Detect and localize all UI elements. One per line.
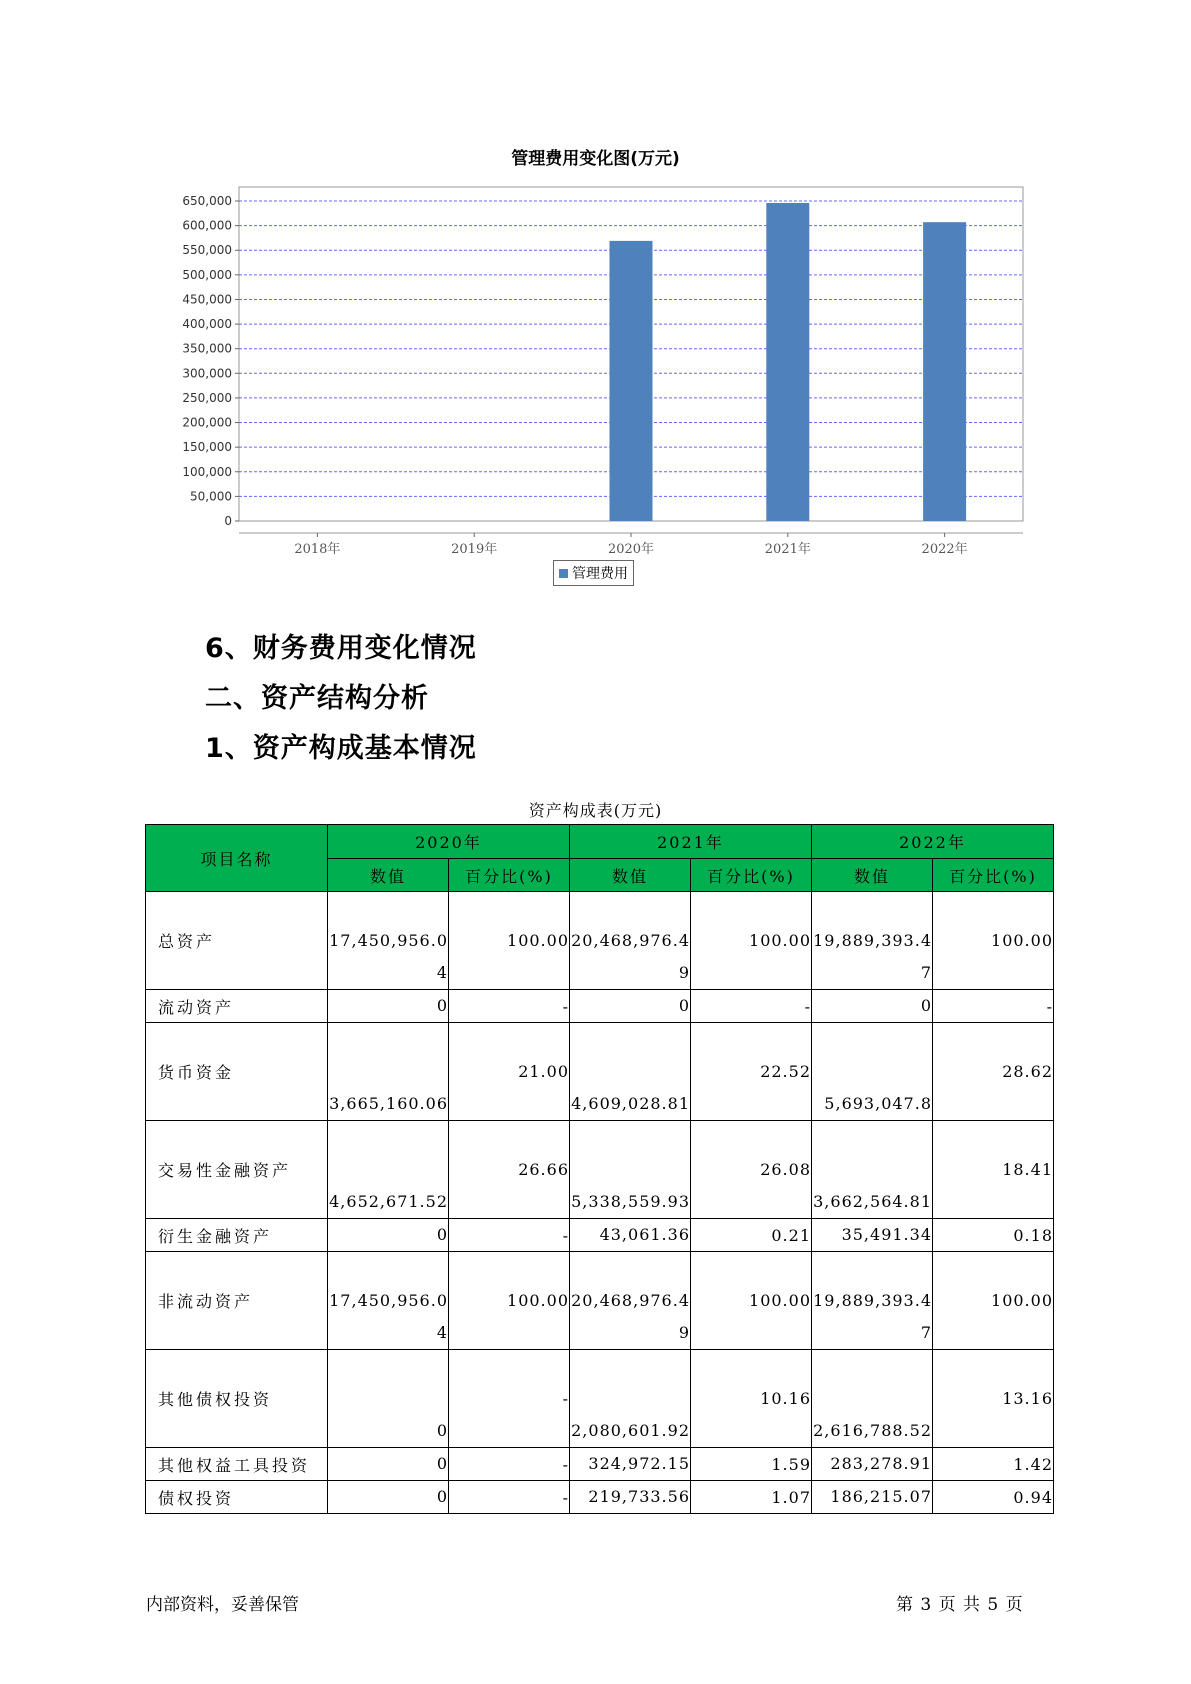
cell-percent: 100.00: [933, 1252, 1054, 1350]
cell-percent: 1.07: [691, 1481, 812, 1514]
cell-value: 19,889,393.47: [812, 1252, 933, 1350]
x-tick-label: 2020年: [607, 542, 655, 557]
table-row: [146, 1448, 1054, 1481]
cell-value: 0: [328, 1350, 449, 1448]
cell-percent: 100.00: [449, 892, 570, 990]
chart-title: 管理费用变化图(万元): [511, 149, 680, 169]
cell-value: 5,338,559.93: [570, 1121, 691, 1219]
cell-value: 5,693,047.8: [812, 1023, 933, 1121]
legend-swatch: [559, 569, 568, 578]
cell-percent: 13.16: [933, 1350, 1054, 1448]
chart-legend: [553, 560, 634, 586]
row-item-name: 其他债权投资: [146, 1350, 328, 1448]
cell-value: 219,733.56: [570, 1481, 691, 1514]
y-tick-label: 150,000: [182, 440, 232, 455]
bar: [610, 241, 653, 521]
y-tick-label: 600,000: [182, 218, 232, 233]
subheader-percent: 百分比(%): [933, 859, 1054, 892]
cell-percent: 100.00: [933, 892, 1054, 990]
subheader-percent: 百分比(%): [691, 859, 812, 892]
cell-value: 4,652,671.52: [328, 1121, 449, 1219]
cell-percent: 26.66: [449, 1121, 570, 1219]
y-tick-label: 650,000: [182, 194, 232, 208]
y-tick-label: 350,000: [182, 341, 232, 356]
cell-value: 0: [328, 1448, 449, 1481]
y-tick-label: 300,000: [182, 366, 232, 381]
row-item-name: 非流动资产: [146, 1252, 328, 1350]
cell-value: 3,665,160.06: [328, 1023, 449, 1121]
cell-value: 0: [328, 1481, 449, 1514]
row-item-name: 衍生金融资产: [146, 1219, 328, 1252]
cell-percent: 1.59: [691, 1448, 812, 1481]
cell-value: 4,609,028.81: [570, 1023, 691, 1121]
asset-composition-table: [145, 824, 1054, 1514]
subheader-percent: 百分比(%): [449, 859, 570, 892]
table-row: [146, 892, 1054, 990]
cell-percent: -: [933, 990, 1054, 1023]
footer-confidential-note: 内部资料，妥善保管: [146, 1595, 299, 1615]
y-tick-label: 100,000: [182, 464, 232, 479]
y-tick-label: 50,000: [190, 489, 232, 504]
table-row: [146, 1023, 1054, 1121]
cell-value: 43,061.36: [570, 1219, 691, 1252]
x-tick-label: 2019年: [451, 542, 498, 557]
cell-percent: 100.00: [449, 1252, 570, 1350]
x-tick-label: 2018年: [294, 542, 341, 557]
cell-value: 0: [812, 990, 933, 1023]
y-tick-label: 400,000: [182, 317, 232, 332]
cell-value: 0: [328, 990, 449, 1023]
y-tick-label: 500,000: [182, 267, 232, 282]
cell-value: 20,468,976.49: [570, 892, 691, 990]
heading-finance-expense: 6、财务费用变化情况: [205, 633, 477, 664]
cell-value: 2,616,788.52: [812, 1350, 933, 1448]
y-tick-label: 550,000: [182, 243, 232, 258]
cell-value: 324,972.15: [570, 1448, 691, 1481]
cell-percent: -: [691, 990, 812, 1023]
table-row: [146, 1350, 1054, 1448]
y-tick-label: 0: [224, 514, 232, 528]
header-item-name: 项目名称: [146, 825, 328, 892]
cell-percent: -: [449, 1448, 570, 1481]
subheader-value: 数值: [812, 859, 933, 892]
cell-percent: 28.62: [933, 1023, 1054, 1121]
x-tick-label: 2022年: [921, 542, 968, 557]
row-item-name: 债权投资: [146, 1481, 328, 1514]
heading-asset-composition: 1、资产构成基本情况: [205, 733, 477, 764]
cell-value: 2,080,601.92: [570, 1350, 691, 1448]
cell-value: 3,662,564.81: [812, 1121, 933, 1219]
cell-value: 17,450,956.04: [328, 1252, 449, 1350]
y-tick-label: 450,000: [182, 292, 232, 307]
cell-value: 283,278.91: [812, 1448, 933, 1481]
subheader-value: 数值: [570, 859, 691, 892]
cell-percent: 100.00: [691, 1252, 812, 1350]
bar: [766, 203, 809, 521]
subheader-value: 数值: [328, 859, 449, 892]
row-item-name: 货币资金: [146, 1023, 328, 1121]
cell-percent: -: [449, 1350, 570, 1448]
header-year: 2022年: [812, 825, 1054, 859]
cell-percent: 21.00: [449, 1023, 570, 1121]
management-expense-bar-chart: [0, 0, 1191, 560]
cell-percent: -: [449, 990, 570, 1023]
cell-percent: 0.94: [933, 1481, 1054, 1514]
cell-percent: 0.18: [933, 1219, 1054, 1252]
table-body: [146, 892, 1054, 1514]
heading-asset-structure: 二、资产结构分析: [205, 683, 429, 714]
cell-percent: -: [449, 1481, 570, 1514]
footer-page-number: 第 3 页 共 5 页: [896, 1595, 1024, 1615]
cell-value: 19,889,393.47: [812, 892, 933, 990]
table-caption: 资产构成表(万元): [528, 801, 663, 820]
cell-value: 0: [328, 1219, 449, 1252]
row-item-name: 总资产: [146, 892, 328, 990]
table-row: [146, 1121, 1054, 1219]
cell-value: 35,491.34: [812, 1219, 933, 1252]
table-row: [146, 990, 1054, 1023]
y-tick-label: 250,000: [182, 390, 232, 405]
y-tick-label: 200,000: [182, 415, 232, 430]
header-year: 2020年: [328, 825, 570, 859]
row-item-name: 交易性金融资产: [146, 1121, 328, 1219]
cell-percent: 10.16: [691, 1350, 812, 1448]
x-tick-label: 2021年: [764, 542, 811, 557]
cell-percent: 22.52: [691, 1023, 812, 1121]
cell-percent: 1.42: [933, 1448, 1054, 1481]
table-row: [146, 1252, 1054, 1350]
header-year: 2021年: [570, 825, 812, 859]
bar: [923, 222, 966, 521]
cell-percent: 18.41: [933, 1121, 1054, 1219]
cell-percent: -: [449, 1219, 570, 1252]
cell-percent: 26.08: [691, 1121, 812, 1219]
row-item-name: 其他权益工具投资: [146, 1448, 328, 1481]
cell-percent: 0.21: [691, 1219, 812, 1252]
cell-percent: 100.00: [691, 892, 812, 990]
cell-value: 0: [570, 990, 691, 1023]
cell-value: 20,468,976.49: [570, 1252, 691, 1350]
table-row: [146, 1481, 1054, 1514]
legend-label: 管理费用: [572, 566, 628, 582]
cell-value: 186,215.07: [812, 1481, 933, 1514]
cell-value: 17,450,956.04: [328, 892, 449, 990]
row-item-name: 流动资产: [146, 990, 328, 1023]
table-row: [146, 1219, 1054, 1252]
